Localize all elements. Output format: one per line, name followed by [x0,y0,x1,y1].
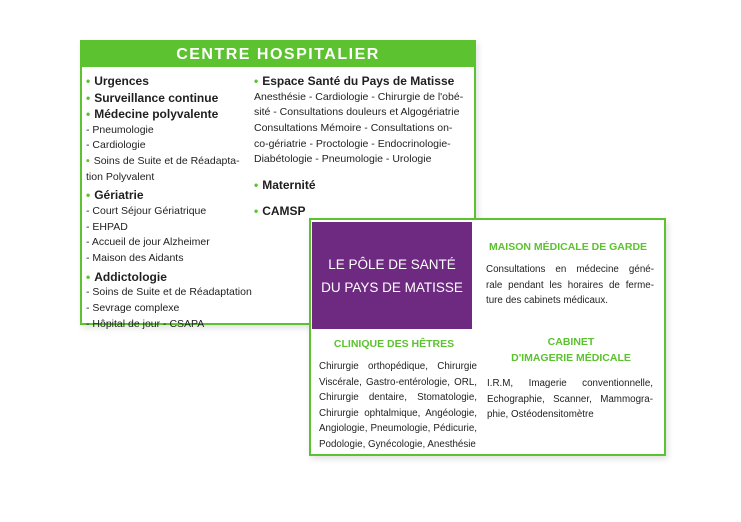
bullet-icon: • [254,74,259,88]
maison-medicale-text: Consultations en médecine géné- rale pendant les horaires de ferme- ture des cabinets médicaux. [486,264,654,306]
espace-sante-line: co-gériatrie - Proctologie - Endocrinologie- [254,137,451,150]
hospital-services-left-column [86,73,276,332]
clinique-hetres-title: CLINIQUE DES HÊTRES [333,338,455,350]
sub-item: - Soins de Suite et de Réadaptation [86,286,252,299]
clinique-hetres-text: Chirurgie orthopédique, Chirurgie Viscérale, Gastro-entérologie, ORL, Chirurgie dentaire, Stomatologie, Chirurgie ophtalmique, Angéologie, Angiologie, Pneumologie, Pédicurie, Podologie, Gynécologie, Anesthésie [319,361,477,450]
pole-sante-title-line1: LE PÔLE DE SANTÉ [328,256,456,272]
bullet-icon: • [86,74,91,88]
sub-item: - Hôpital de jour - CSAPA [86,317,205,330]
centre-hospitalier-title: CENTRE HOSPITALIER [82,42,474,67]
espace-sante-line: Diabétologie - Pneumologie - Urologie [254,153,432,166]
sub-item: - EHPAD [86,220,128,233]
pole-sante-badge [312,222,472,329]
sub-item: tion Polyvalent [86,170,155,183]
espace-sante-line: Consultations Mémoire - Consultations on- [254,121,453,134]
sub-item: - Maison des Aidants [86,251,184,264]
bullet-icon: • [86,107,91,121]
pole-sante-title-line2: DU PAYS DE MATISSE [321,279,463,295]
bullet-icon: • [86,154,90,167]
service-maternite: • Maternité [254,178,316,193]
imagerie-text: I.R.M, Imagerie conventionnelle, Echographie, Scanner, Mammogra- phie, Ostéodensitomètre [487,378,653,420]
service-geriatrie: • Gériatrie [86,188,144,203]
bullet-icon: • [254,178,259,193]
service-camsp: • CAMSP [254,203,306,218]
hospital-services-right-column [254,73,470,219]
bullet-icon: • [86,90,91,105]
sub-item: - Court Séjour Gériatrique [86,204,207,217]
sub-item: - Sevrage complexe [86,301,180,314]
espace-sante-title: • Espace Santé du Pays de Matisse [254,74,455,88]
bullet-icon: • [254,203,259,218]
sub-item: - Pneumologie [86,123,154,136]
service-addictologie: • Addictologie [86,269,167,284]
bullet-icon: • [86,269,91,284]
imagerie-title: CABINET D'IMAGERIE MÉDICALE [511,336,631,364]
sub-item: - Accueil de jour Alzheimer [86,236,210,249]
sub-item: - Cardiologie [86,139,146,152]
service-urgences: • Urgences [86,74,149,88]
bullet-icon: • [86,188,91,203]
espace-sante-line: sité - Consultations douleurs et Algogériatrie [254,106,460,119]
service-surveillance: • Surveillance continue [86,90,219,105]
service-medecine: • Médecine polyvalente [86,107,219,121]
maison-medicale-title: MAISON MÉDICALE DE GARDE [488,241,648,253]
espace-sante-line: Anesthésie - Cardiologie - Chirurgie de l'obé- [254,90,464,103]
sub-item: • Soins de Suite et de Réadapta- [86,154,240,167]
